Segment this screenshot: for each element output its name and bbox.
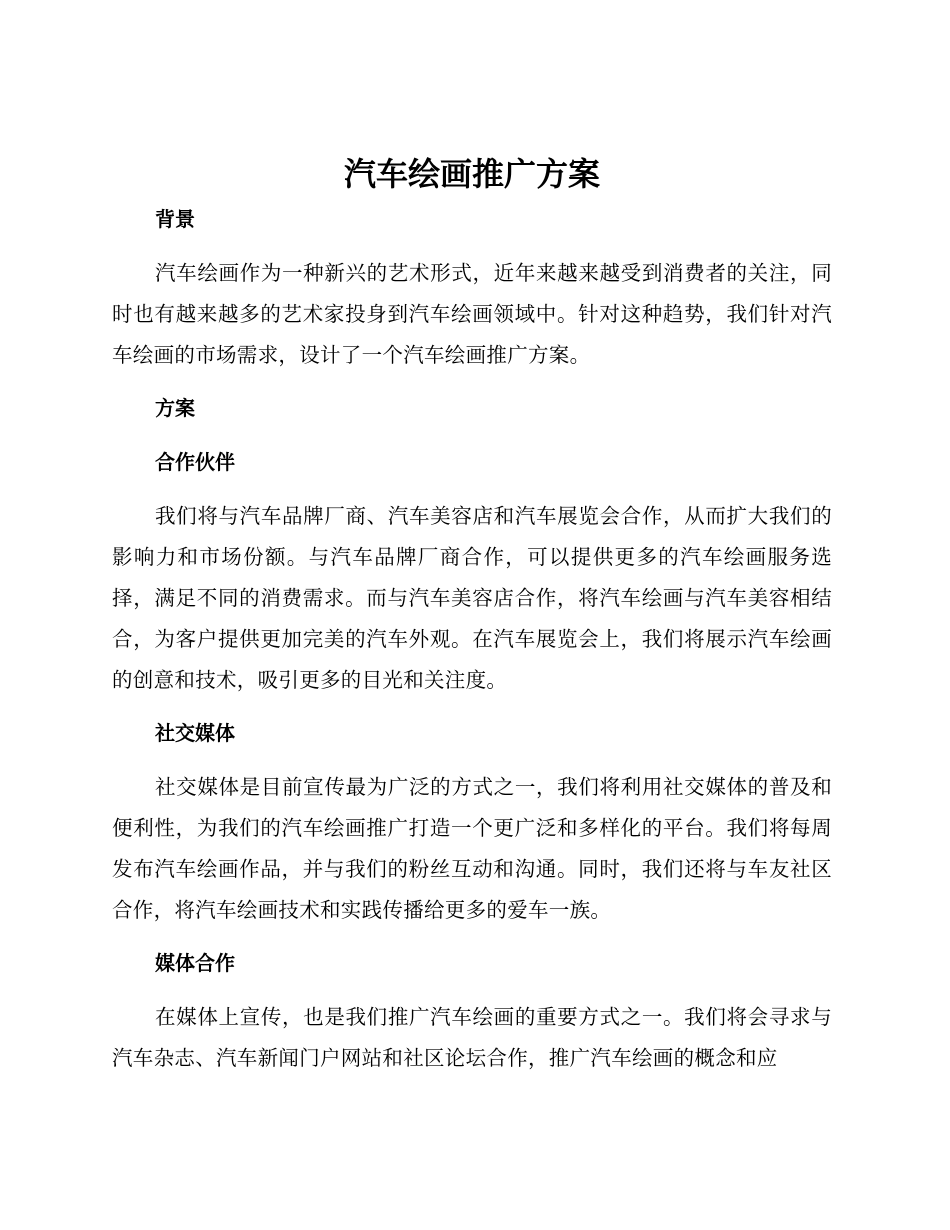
page-title: 汽车绘画推广方案 bbox=[343, 155, 600, 193]
heading-background: 背景 bbox=[155, 207, 195, 231]
heading-media-cooperation: 媒体合作 bbox=[155, 951, 235, 975]
heading-social-media: 社交媒体 bbox=[155, 721, 235, 745]
heading-partners: 合作伙伴 bbox=[155, 450, 235, 474]
paragraph-social-media: 社交媒体是目前宣传最为广泛的方式之一，我们将利用社交媒体的普及和便利性，为我们的汽车绘画推广打造一个更广泛和多样化的平台。我们将每周发布汽车绘画作品，并与我们的粉丝互动和沟通。同时，我们还将与车友社区合作，将汽车绘画技术和实践传播给更多的爱车一族。 bbox=[112, 775, 832, 922]
paragraph-background: 汽车绘画作为一种新兴的艺术形式，近年来越来越受到消费者的关注，同时也有越来越多的艺术家投身到汽车绘画领域中。针对这种趋势，我们针对汽车绘画的市场需求，设计了一个汽车绘画推广方案。 bbox=[112, 261, 832, 367]
document-body bbox=[112, 148, 832, 1079]
heading-plan: 方案 bbox=[155, 396, 195, 420]
paragraph-partners: 我们将与汽车品牌厂商、汽车美容店和汽车展览会合作，从而扩大我们的影响力和市场份额。与汽车品牌厂商合作，可以提供更多的汽车绘画服务选择，满足不同的消费需求。而与汽车美容店合作，将汽车绘画与汽车美容相结合，为客户提供更加完美的汽车外观。在汽车展览会上，我们将展示汽车绘画的创意和技术，吸引更多的目光和关注度。 bbox=[112, 504, 832, 692]
paragraph-media-cooperation: 在媒体上宣传，也是我们推广汽车绘画的重要方式之一。我们将会寻求与汽车杂志、汽车新闻门户网站和社区论坛合作，推广汽车绘画的概念和应 bbox=[112, 1005, 832, 1070]
